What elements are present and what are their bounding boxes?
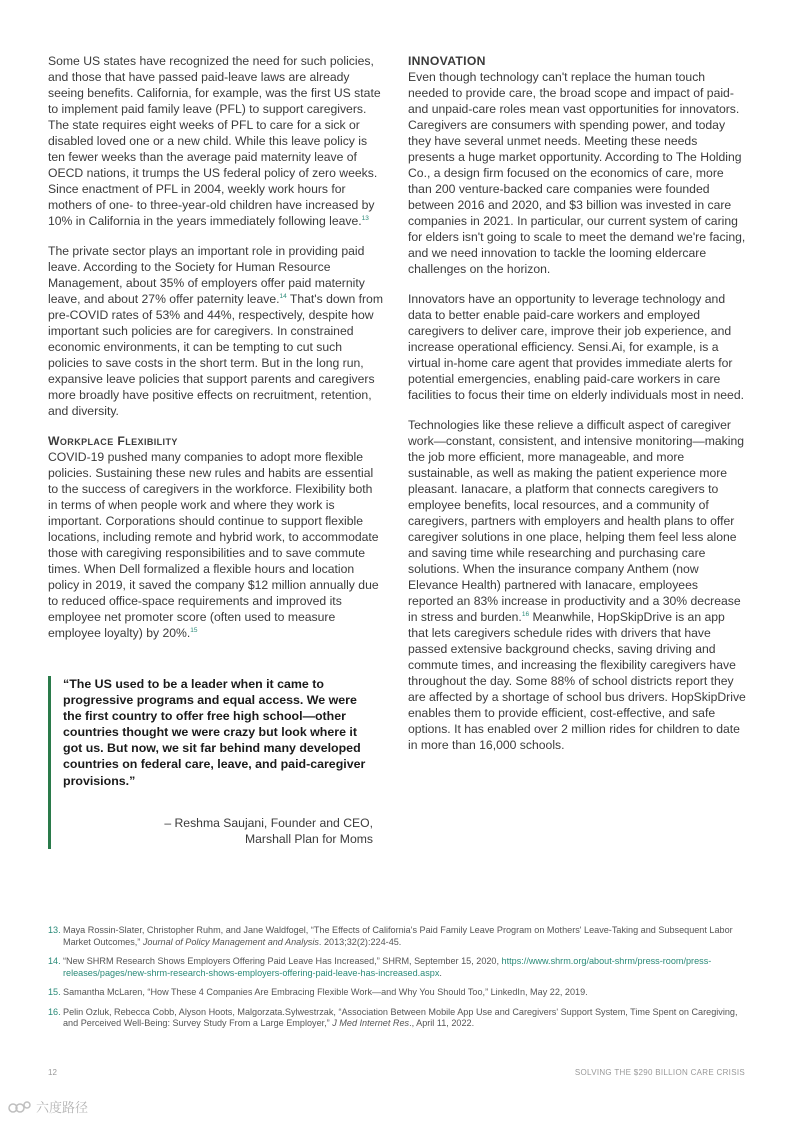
footnote-ref[interactable]: 15 xyxy=(190,627,198,634)
footnote-ref[interactable]: 13 xyxy=(361,215,369,222)
logo-icon xyxy=(8,1100,32,1114)
footnote: 13. Maya Rossin-Slater, Christopher Ruhm, and Jane Waldfogel, “The Effects of California's Paid Family Leave Program on Mothers' Leave-Taking and Subsequent Labor Market Outcomes,” Journal of Policy Management and Analysis. 2013;32(2):224-45. xyxy=(48,925,733,947)
footnote: 15. Samantha McLaren, “How These 4 Companies Are Embracing Flexible Work—and Why You Should Too,” LinkedIn, May 22, 2019. xyxy=(48,987,588,997)
pull-quote xyxy=(48,676,373,849)
attribution-line: – Reshma Saujani, Founder and CEO, xyxy=(164,815,373,830)
paragraph: COVID-19 pushed many companies to adopt more flexible policies. Sustaining these new rules and habits are essential to the success of caregivers in the workforce. Flexibility both in terms of when people work and where they work is important. Corporations should continue to support flexible locations, including remote and hybrid work, to accommodate those with caregiving responsibilities and to save commute times. When Dell formalized a flexible hours and location policy in 2019, it saved the company $12 million annually due to reduced office-space requirements and improved its employee net promoter score (often used to measure employee loyalty) by 20%.$^{15}$ xyxy=(48,450,379,640)
quote-attribution xyxy=(63,815,373,849)
footnote-number: 16. xyxy=(48,1006,61,1017)
footnote-ref[interactable]: 14 xyxy=(279,293,287,300)
footnote-number: 15. xyxy=(48,987,61,997)
quote-text: “The US used to be a leader when it came to progressive programs and equal access. We were the first country to offer free high school—other countries thought we were crazy but look where it got us. But now, we sit far behind many developed countries on federal care, leave, and paid-caregiver provisions.” xyxy=(63,677,366,788)
footnote-link[interactable]: https://www.shrm.org/about-shrm/press-room/press-releases/pages/new-shrm-research-shows-employers-offering-paid-leave-has-increased.aspx xyxy=(63,956,712,978)
footnote: 16. Pelin Ozluk, Rebecca Cobb, Alyson Hoots, Malgorzata.Sylwestrzak, “Association Between Mobile App Use and Caregivers' Support System, Time Spent on Caregiving, and Perceived Well-Being: Survey Study From a Large Employer,” J Med Internet Res., April 11, 2022. xyxy=(48,1006,738,1028)
attribution-line: Marshall Plan for Moms xyxy=(244,831,373,846)
paragraph: Even though technology can't replace the human touch needed to provide care, the broad scope and impact of paid- and unpaid-care roles mean vast opportunities for innovators. Caregivers are consumers with spending power, and today they have several unmet needs. Meeting these needs presents a huge market opportunity. According to The Holding Co., a design firm focused on the economics of care, more than 200 venture-backed care companies were founded between 2016 and 2020, and $3 billion was invested in care companies in 2021. In particular, our current system of caring for elders isn't going to scale to meet the demand we're facing, and we need innovation to tackle the looming eldercare challenges on the horizon. xyxy=(408,70,746,276)
left-column xyxy=(48,53,385,655)
running-title: SOLVING THE $290 BILLION CARE CRISIS xyxy=(574,1068,745,1077)
footnotes xyxy=(48,925,748,1038)
footnote-ref[interactable]: 16 xyxy=(521,611,530,618)
page-number: 12 xyxy=(48,1068,57,1077)
paragraph: Technologies like these relieve a difficult aspect of caregiver work—constant, consistent, and intensive monitoring—making the job more efficient, more manageable, and more sustainable, as well as making the patient experience more pleasant. Ianacare, a platform that connects caregivers to employee benefits, local resources, and a community of caregivers, partners with employers and health plans to offer caregiver solutions in one place, helping them feel less alone and saving time while researching and purchasing care solutions. When the insurance company Anthem (now Elevance Health) partnered with Ianacare, employees reported an 83% increase in productivity and a 30% decrease in stress and burden.$^{16}$ Meanwhile, HopSkipDrive is an app that lets caregivers schedule rides with drivers that have passed extensive background checks, saving driving and commute times, and increasing the flexibility caregivers have throughout the day. Some 88% of school districts report they are affected by a shortage of school bus drivers. HopSkipDrive enables them to provide efficient, cost-effective, and safe options. It has enabled over 2 million rides for children to date in more than 16,000 schools. xyxy=(408,418,746,752)
paragraph: Innovators have an opportunity to leverage technology and data to better enable paid-care workers and employed caregivers to deliver care, improve their job experience, and increase operational efficiency. Sensi.Ai, for example, is a virtual in-home care agent that provides immediate alerts for potential emergencies, enabling paid-care workers in care facilities to focus their time on elderly individuals most in need. xyxy=(408,292,744,402)
paragraph: Some US states have recognized the need for such policies, and those that have passed paid-leave laws are already seeing benefits. California, for example, was the first US state to implement paid family leave (PFL) to support caregivers. The state requires eight weeks of PFL to care for a sick or disabled loved one or a new child. While this leave policy is ten fewer weeks than the average paid maternity leave of OECD nations, it trumps the US federal policy of zero weeks. Since enactment of PFL in 2004, weekly work hours for mothers of one- to three-year-old children have increased by 10% in California in the years immediately following leave.$^{13}$ xyxy=(48,54,381,228)
footnote-number: 14. xyxy=(48,956,61,966)
section-heading: Workplace Flexibility xyxy=(48,434,178,448)
watermark-text: 六度路径 xyxy=(36,1100,89,1115)
paragraph: The private sector plays an important role in providing paid leave. According to the Society for Human Resource Management, about 35% of employers offer paid maternity leave, and about 27% offer paternity leave.$^{14}$ That's down from pre-COVID rates of 53% and 44%, respectively, despite how important such policies are for caregivers. In constrained economic environments, it can be tempting to cut such policies to save costs in the short term. But in the long run, expansive leave policies that support parents and caregivers more broadly have positive effects on recruitment, retention, and diversity. xyxy=(48,244,383,418)
watermark xyxy=(8,1097,88,1116)
footnote: 14. “New SHRM Research Shows Employers Offering Paid Leave Has Increased,” SHRM, September 15, 2020, https://www.shrm.org/about-shrm/press-room/press-releases/pages/new-shrm-research-shows-employers-offering-paid-leave-has-increased.aspx. xyxy=(48,956,712,978)
footnote-number: 13. xyxy=(48,925,61,935)
section-heading: INNOVATION xyxy=(408,54,486,68)
right-column xyxy=(408,53,746,767)
